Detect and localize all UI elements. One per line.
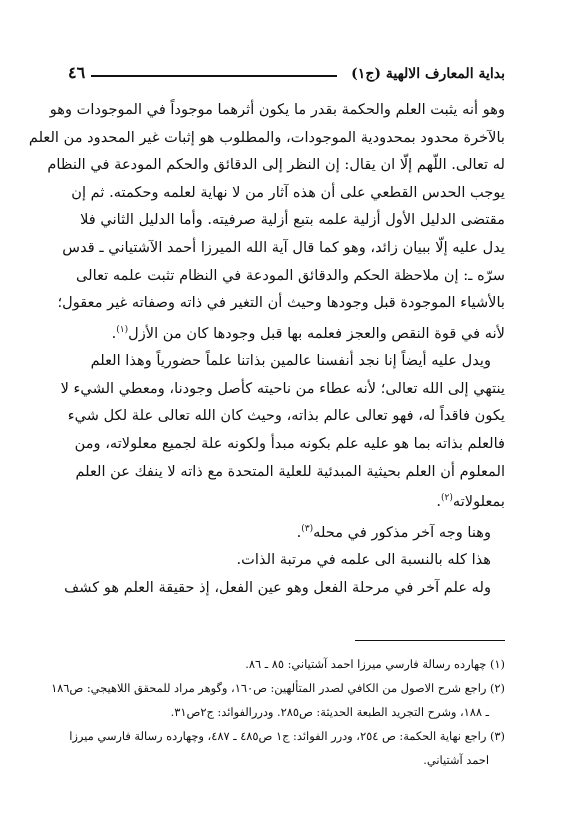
body-line: وهو أنه يثبت العلم والحكمة بقدر ما يكون أثرهما موجوداً في الموجودات وهو xyxy=(49,101,505,118)
body-line-text: بمعلولاته xyxy=(452,493,505,511)
footnote-ref: (١) xyxy=(116,324,129,335)
body-line: المعلوم أن العلم بحيثية المبدئية للعلية المتحدة مع ذاته لا ينفك عن العلم xyxy=(75,462,505,480)
footnotes xyxy=(51,652,505,772)
footnote-ref: (٢) xyxy=(441,493,453,504)
body-line: لأنه في قوة النقص والعجز فعلمه بها قبل وجودها كان من الأزل$^{(١)}$. xyxy=(111,324,505,342)
body-line: سرّه ـ: إن ملاحظة الحكم والدقائق المودعة في النظام تثبت علمه تعالى xyxy=(76,266,505,284)
body-line: يوجب الحدس القطعي على أن هذه آثار من لا نهاية لعلمه وحكمته. ثم إن xyxy=(71,183,505,201)
footnote: ـ ١٨٨، وشرح التجريد الطبعة الحديثة: ص٢٨٥. ودررالفوائد: ج٢ص٣١. xyxy=(170,705,489,719)
body-line: بالآخرة محدود بمحدودية الموجودات، والمطلوب هو إثبات غير المحدود من العلم xyxy=(28,128,505,146)
body-line: يكون فاقداً له، فهو تعالى عالم بذاته، وحيث كان الله تعالى علة لكل شيء xyxy=(67,407,505,425)
body-line: بالأشياء الموجودة قبل وجودها وحيث أن التغير في ذاته وصفاته غير معقول؛ xyxy=(57,294,505,312)
footnote: (٢) راجع شرح الاصول من الكافي لصدر المتألهين: ص١٦٠، وگوهر مراد للمحقق اللاهيجي: ص١٨٦ xyxy=(51,681,505,695)
body-line: ويدل عليه أيضاً إنا نجد أنفسنا عالمين بذاتنا علماً حضورياً وهذا العلم xyxy=(90,352,491,370)
body-line: مقتضى الدليل الأول أزلية علمه بتبع أزلية صرفيته. وأما الدليل الثاني فلا xyxy=(80,211,505,229)
footnote: (٣) راجع نهاية الحكمة: ص ٢٥٤، ودرر الفوائد: ج١ ص٤٨٥ ـ ٤٨٧، وچهارده رسالة فارسي ميرزا xyxy=(69,729,505,743)
page-number: ٤٦ xyxy=(68,63,86,82)
footnote: (١) چهارده رسالة فارسي ميرزا احمد آشتياني: ٨٥ ـ ٨٦. xyxy=(245,657,505,671)
body-line: له تعالى. اللّهم إلّا ان يقال: إن النظر إلى الدقائق والحكم المودعة في النظام xyxy=(47,156,505,174)
body-line: بمعلولاته$^{(٢)}$. xyxy=(436,493,505,511)
body-line-text: لأنه في قوة النقص والعجز فعلمه بها قبل وجودها كان من الأزل xyxy=(128,324,505,342)
body-line: وهنا وجه آخر مذكور في محله$^{(٣)}$. xyxy=(296,523,491,541)
body-line: ينتهي إلى الله تعالى؛ لأنه عطاء من ناحيته كأصل وجودنا، ومعطي الشيء لا xyxy=(60,379,505,397)
running-title: بداية المعارف الالهية (ج١) xyxy=(351,66,505,82)
body-line: يدل عليه إلّا ببيان زائد، وهو كما قال آية الله الميرزا أحمد الآشتياني ـ قدس xyxy=(62,238,505,256)
footnote-rule xyxy=(355,640,505,641)
body-line: هذا كله بالنسبة الى علمه في مرتبة الذات. xyxy=(236,551,491,569)
footnote: احمد آشتياني. xyxy=(423,753,489,767)
footnote-ref: (٣) xyxy=(301,523,314,534)
page-header xyxy=(68,58,505,82)
header-rule xyxy=(91,75,337,77)
body-line: فالعلم بذاته بما هو عليه علم بكونه مبدأ ولكونه علة لجميع معلولاته، ومن xyxy=(74,434,505,452)
body-text xyxy=(28,96,505,601)
body-line-text: وهنا وجه آخر مذكور في محله xyxy=(313,523,491,541)
body-line: وله علم آخر في مرحلة الفعل وهو عين الفعل، إذ حقيقة العلم هو كشف xyxy=(64,578,491,596)
